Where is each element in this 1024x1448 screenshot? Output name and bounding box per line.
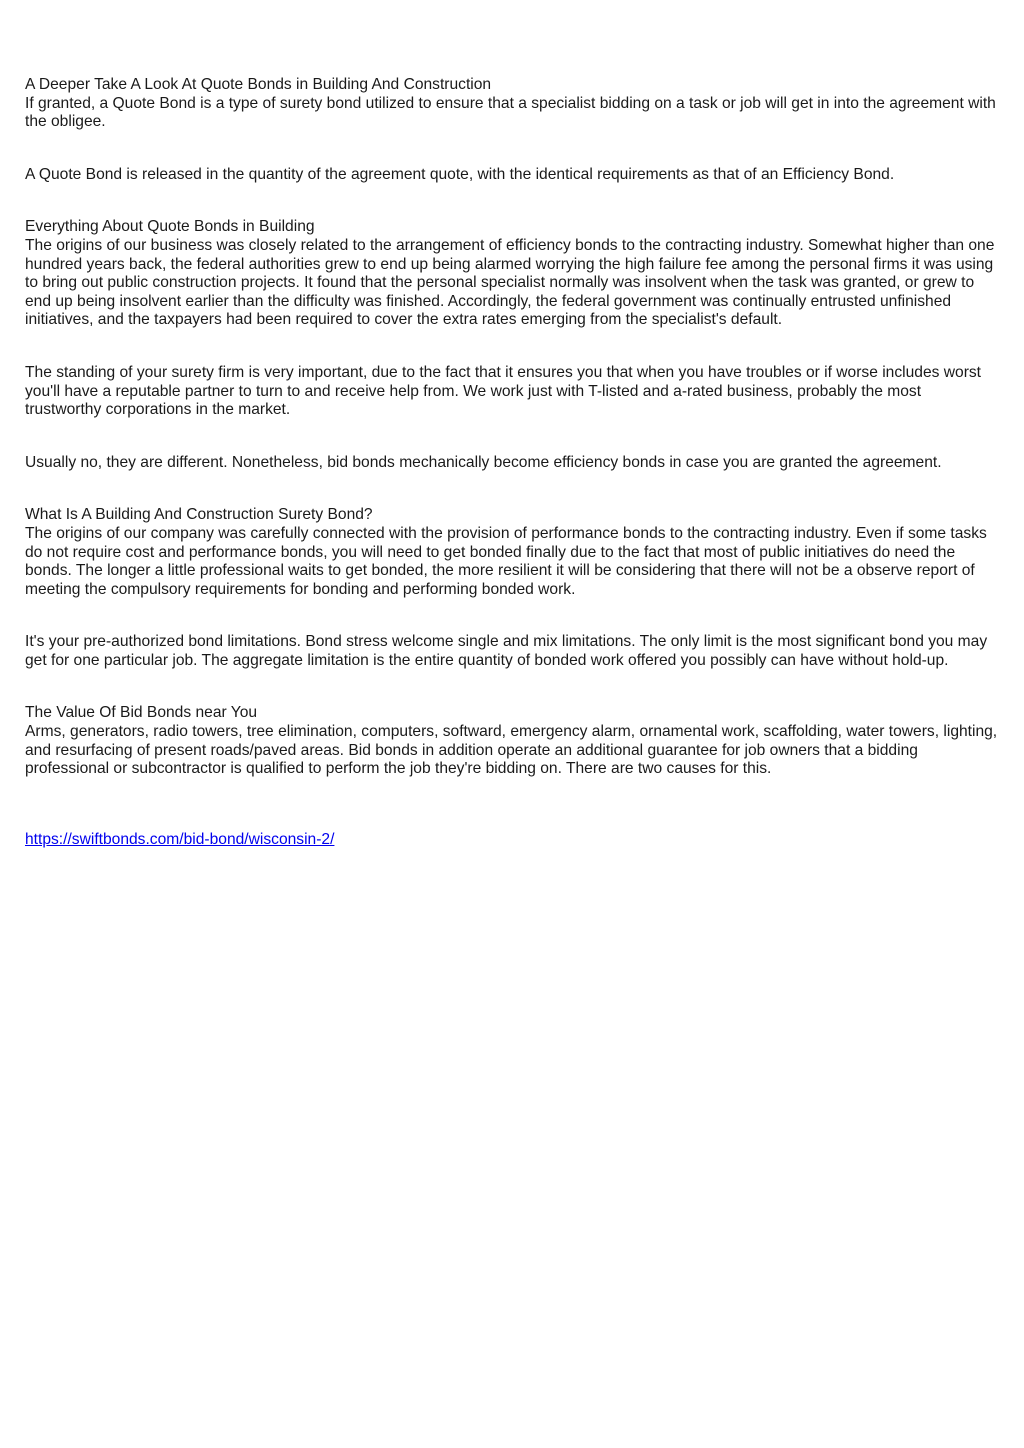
section-8	[25, 704, 1000, 778]
section-paragraph: A Quote Bond is released in the quantity of the agreement quote, with the identical requirements as that of an Efficiency Bond.	[25, 165, 895, 183]
section-paragraph: Arms, generators, radio towers, tree elimination, computers, softward, emergency alarm, ornamental work, scaffolding, water towers, lighting, and resurfacing of present roads/paved areas. Bid bonds in addition operate an additional guarantee for job owners that a bidding professional or subcontractor is qualified to perform the job they're bidding on. There are two causes for this.	[25, 723, 998, 778]
document-page	[25, 76, 1000, 849]
section-5	[25, 454, 1000, 473]
section-heading: The Value Of Bid Bonds near You	[25, 704, 258, 722]
section-heading: Everything About Quote Bonds in Building	[25, 218, 315, 236]
section-paragraph: It's your pre-authorized bond limitations. Bond stress welcome single and mix limitations. The only limit is the most significant bond you may get for one particular job. The aggregate limitation is the entire quantity of bonded work offered you possibly can have without hold-up.	[25, 633, 988, 669]
section-7	[25, 633, 1000, 670]
footer-link[interactable]: https://swiftbonds.com/bid-bond/wisconsin-2/	[25, 830, 335, 848]
section-paragraph: The origins of our business was closely related to the arrangement of efficiency bonds to the contracting industry. Somewhat higher than one hundred years back, the federal authorities grew to end up being alarmed worrying the high failure fee among the personal firms it was using to bring out public construction projects. It found that the personal specialist normally was insolvent when the task was granted, or grew to end up being insolvent earlier than the difficulty was finished. Accordingly, the federal government was continually entrusted unfinished initiatives, and the taxpayers had been required to cover the extra rates emerging from the specialist's default.	[25, 236, 995, 329]
section-paragraph: The origins of our company was carefully connected with the provision of performance bonds to the contracting industry. Even if some tasks do not require cost and performance bonds, you will need to get bonded finally due to the fact that most of public initiatives do need the bonds. The longer a little professional waits to get bonded, the more resilient it will be considering that there will not be a observe report of meeting the compulsory requirements for bonding and performing bonded work.	[25, 524, 987, 598]
section-3	[25, 218, 1000, 330]
section-6	[25, 506, 1000, 599]
section-2	[25, 166, 1000, 185]
section-paragraph: The standing of your surety firm is very important, due to the fact that it ensures you that when you have troubles or if worse includes worst you'll have a reputable partner to turn to and receive help from. We work just with T-listed and a-rated business, probably the most trustworthy corporations in the market.	[25, 363, 982, 419]
section-heading: What Is A Building And Construction Surety Bond?	[25, 506, 373, 524]
footer-link-block	[25, 831, 1000, 850]
section-1	[25, 76, 1000, 132]
section-heading: A Deeper Take A Look At Quote Bonds in Building And Construction	[25, 76, 492, 93]
section-paragraph: Usually no, they are different. Nonetheless, bid bonds mechanically become efficiency bonds in case you are granted the agreement.	[25, 453, 942, 471]
section-paragraph: If granted, a Quote Bond is a type of surety bond utilized to ensure that a specialist bidding on a task or job will get in into the agreement with the obligee.	[25, 94, 996, 131]
section-4	[25, 364, 1000, 420]
